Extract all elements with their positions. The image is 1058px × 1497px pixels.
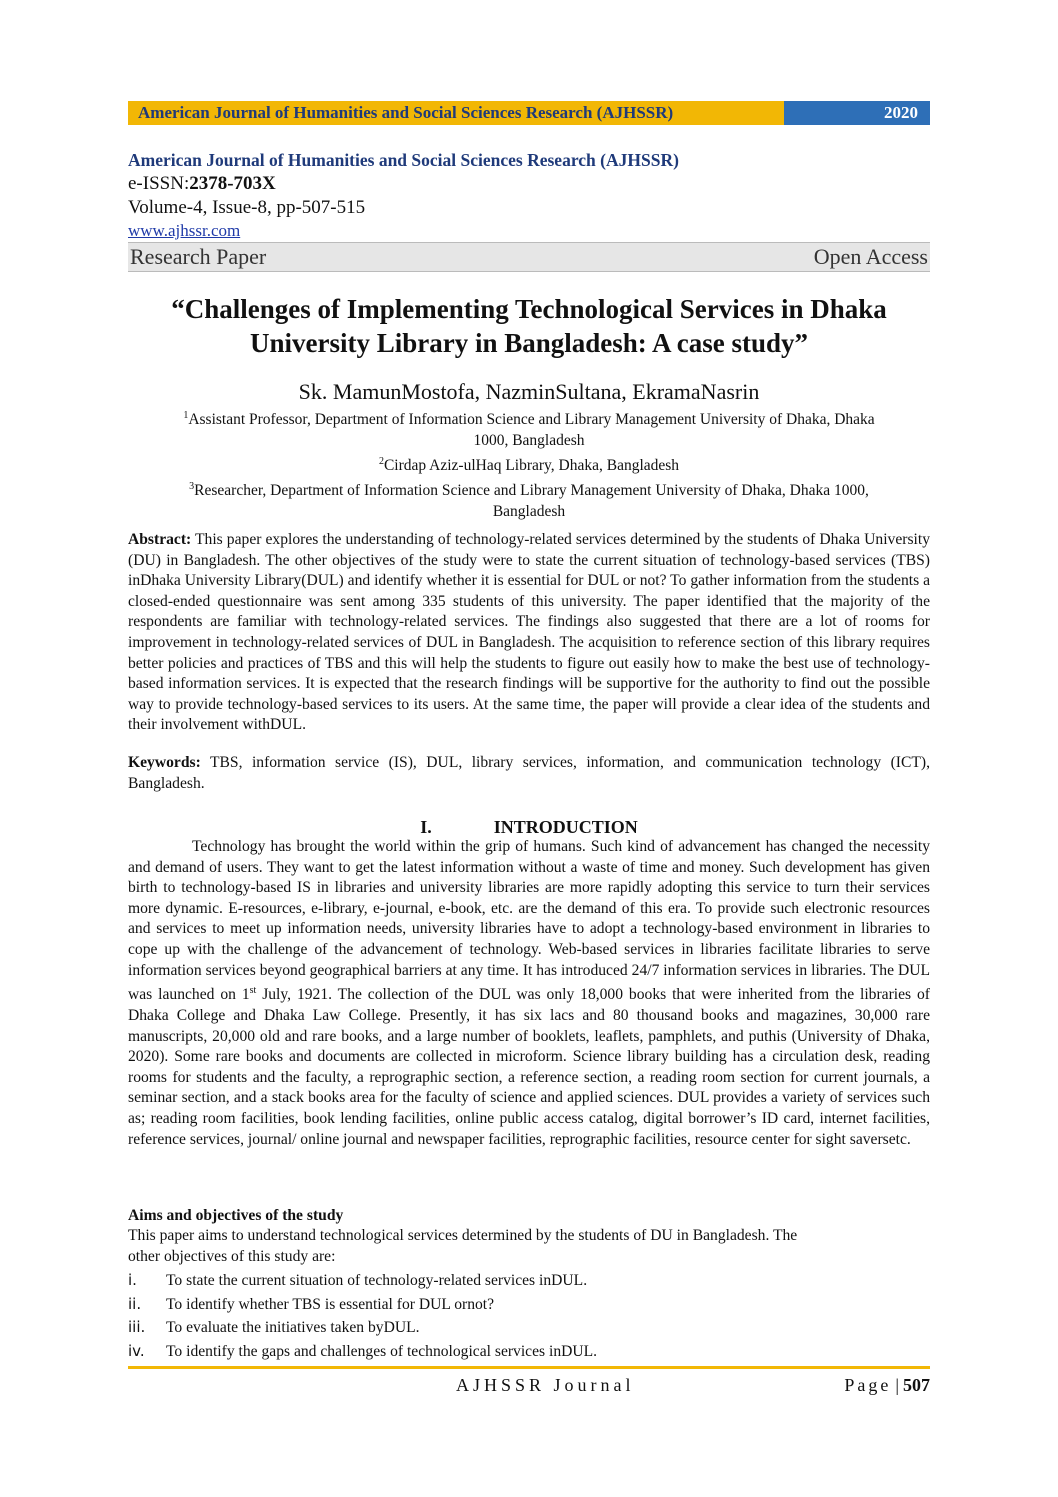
journal-url-link[interactable]: www.ajhssr.com bbox=[128, 221, 241, 240]
list-item bbox=[128, 1340, 930, 1364]
paper-title-line-1: “Challenges of Implementing Technological Services in Dhaka bbox=[171, 294, 887, 324]
list-item-number: iv. bbox=[128, 1341, 145, 1360]
aims-intro-line-2: other objectives of this study are: bbox=[128, 1247, 336, 1265]
list-item bbox=[128, 1293, 930, 1317]
affiliation-text: Cirdap Aziz-ulHaq Library, Dhaka, Bangladesh bbox=[383, 457, 680, 475]
paper-type-bar bbox=[128, 242, 930, 272]
affiliation-3 bbox=[128, 476, 930, 501]
keywords-label: Keywords: bbox=[128, 754, 201, 771]
running-header bbox=[128, 101, 930, 125]
footer-journal: AJHSSR Journal bbox=[456, 1375, 635, 1395]
abstract-text: This paper explores the understanding of technology-related services determined by the students of Dhaka University (DU) in Bangladesh. The other objectives of the study were to state the current situation of technology-based services (TBS) inDhaka University Library(DUL) and identify whether it is essential for DUL or not? To gather information from the students a closed-ended questionnaire was sent among 335 students of this university. The paper identified that the majority of the respondents are familiar with technology-related services. The findings also suggested that there are a lot of rooms for improvement in technology-related services of DUL in Bangladesh. The acquisition to reference section of this library requires better policies and practices of TBS and this will help the students to figure out easily how to make the best use of technology-based information services. It is expected that the research findings will be supportive for the authority to find out the possible way to provide technology-based services to its users. At the same time, the paper will provide a clear idea of the students and their involvement withDUL. bbox=[128, 531, 930, 734]
running-header-journal: American Journal of Humanities and Social Sciences Research (AJHSSR) bbox=[128, 101, 784, 125]
footer-rule bbox=[128, 1366, 930, 1369]
list-item bbox=[128, 1316, 930, 1340]
affiliations bbox=[128, 405, 930, 522]
aims-heading: Aims and objectives of the study bbox=[128, 1207, 344, 1224]
affiliation-marker: 1 bbox=[183, 410, 189, 421]
list-item-text: To identify whether TBS is essential for DUL ornot? bbox=[166, 1295, 495, 1313]
affiliation-1-cont: 1000, Bangladesh bbox=[473, 432, 585, 450]
intro-text-part-1: Technology has brought the world within the grip of humans. Such kind of advancement has changed the necessity and demand of users. They want to get the latest information without a waste of time and money. Such development has given birth to technology-based IS in libraries and university libraries are more rapidly adopting this service to turn their services more dynamic. E-resources, e-library, e-journal, e-book, etc. are the demand of this era. To provide such electronic resources and services to meet up information needs, university libraries have to adopt a technology-based environment in libraries to cope up with the challenge of the advancement of technology. Web-based services in libraries facilitate libraries to serve information services beyond geographical barriers at any time. It has introduced 24/7 information services in libraries. The DUL was launched on 1 bbox=[128, 838, 930, 1004]
footer-page-number: 507 bbox=[903, 1375, 930, 1395]
abstract bbox=[128, 530, 930, 736]
section-number: I. bbox=[420, 817, 432, 837]
paper-title-line-2: University Library in Bangladesh: A case study” bbox=[249, 328, 809, 358]
masthead-issn bbox=[128, 172, 930, 196]
list-item-number: i. bbox=[128, 1271, 137, 1289]
page-footer bbox=[128, 1373, 930, 1397]
list-item-text: To state the current situation of technology-related services inDUL. bbox=[166, 1272, 588, 1289]
list-item bbox=[128, 1269, 930, 1293]
footer-page bbox=[844, 1373, 930, 1397]
aims-intro bbox=[128, 1226, 908, 1267]
list-item-number: iii. bbox=[128, 1318, 146, 1336]
masthead-volume: Volume-4, Issue-8, pp-507-515 bbox=[128, 197, 366, 218]
issn-label: e-ISSN: bbox=[128, 173, 190, 194]
list-item-text: To identify the gaps and challenges of technological services inDUL. bbox=[166, 1342, 598, 1360]
abstract-label: Abstract: bbox=[128, 531, 192, 548]
author-list: Sk. MamunMostofa, NazminSultana, EkramaNasrin bbox=[298, 379, 760, 404]
paper-type: Research Paper bbox=[130, 244, 267, 269]
footer-page-label: Page bbox=[844, 1375, 892, 1395]
paper-title bbox=[128, 292, 930, 360]
affiliation-marker: 2 bbox=[378, 456, 384, 468]
issn-value: 2378-703X bbox=[189, 173, 276, 194]
running-header-year: 2020 bbox=[784, 101, 930, 125]
keywords bbox=[128, 753, 930, 794]
affiliation-text: Researcher, Department of Information Science and Library Management University of Dhaka, Dhaka 1000, bbox=[194, 482, 869, 500]
masthead bbox=[128, 148, 930, 272]
affiliation-text: Assistant Professor, Department of Information Science and Library Management University of Dhaka, Dhaka bbox=[188, 411, 875, 429]
intro-text-part-2: July, 1921. The collection of the DUL was only 18,000 books that were inherited from the libraries of Dhaka College and Dhaka Law College. Presently, it has six lacs and 80 thousand books and magazines, 30,000 rare manuscripts, 20,000 old and rare books, and a large number of booklets, leaflets, pamphlets, and puthis (University of Dhaka, 2020). Some rare books and documents are collected in microform. Science library building has a circulation desk, reading rooms for students and the faculty, a reprographic section, a reference section, a reading room section for current journals, a seminar section, and a stack books area for the faculty of science and applied sciences. DUL provides a variety of services such as; reading room facilities, book lending facilities, online public access catalog, digital borrower’s ID card, internet facilities, reference services, journal/ online journal and newspaper facilities, reprographic facilities, resource center for sight saversetc. bbox=[128, 986, 930, 1148]
keywords-text: TBS, information service (IS), DUL, library services, information, and communication technology (ICT), Bangladesh. bbox=[128, 754, 930, 792]
aims-intro-line-1: This paper aims to understand technological services determined by the students of DU in Bangladesh. The bbox=[128, 1227, 798, 1244]
masthead-journal-title: American Journal of Humanities and Social Sciences Research (AJHSSR) bbox=[128, 150, 679, 170]
section-title: INTRODUCTION bbox=[493, 817, 638, 837]
ordinal-suffix: st bbox=[249, 985, 257, 997]
access-type: Open Access bbox=[813, 244, 928, 269]
footer-separator: | bbox=[895, 1375, 899, 1395]
introduction-paragraph bbox=[128, 837, 930, 1150]
affiliation-3-cont: Bangladesh bbox=[492, 503, 566, 521]
objectives-list bbox=[128, 1269, 930, 1363]
affiliation-1 bbox=[128, 405, 930, 430]
list-item-text: To evaluate the initiatives taken byDUL. bbox=[166, 1319, 420, 1336]
list-item-number: ii. bbox=[128, 1294, 142, 1313]
affiliation-2 bbox=[128, 451, 930, 476]
affiliation-marker: 3 bbox=[189, 481, 195, 493]
section-heading bbox=[128, 816, 930, 838]
